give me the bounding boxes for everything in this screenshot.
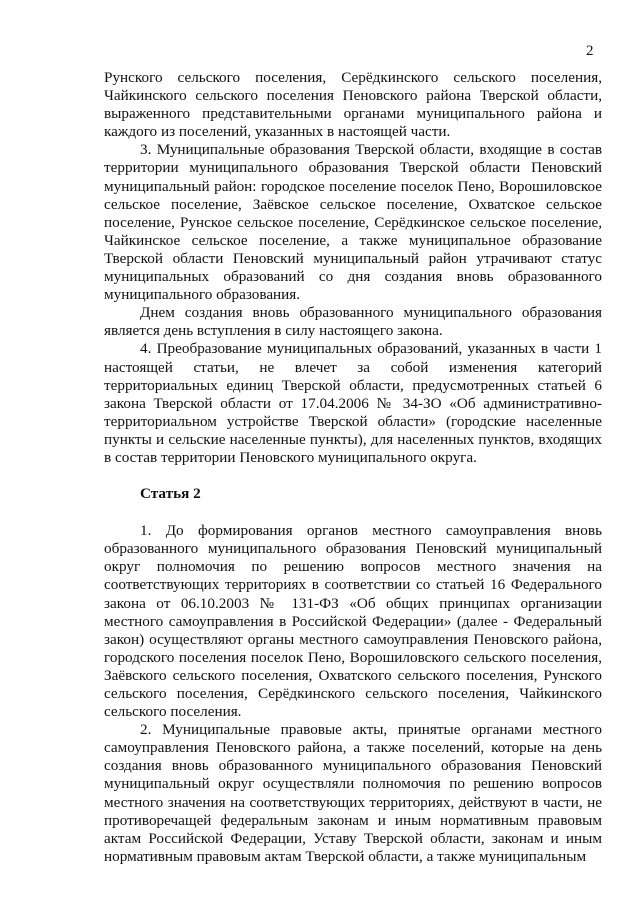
- document-body: [104, 69, 602, 866]
- paragraph-part-4: 4. Преобразование муниципальных образований, указанных в части 1 настоящей статьи, не влечет за собой изменения категорий территориальных единиц Тверской области, предусмотренных статьей 6 закона Тверской области от 17.04.2006 № 34-ЗО «Об административно-территориальном устройстве Тверской области» (городские населенные пункты и сельские населенные пункты), для населенных пунктов, входящих в состав территории Пеновского муниципального округа.: [104, 340, 602, 466]
- article-heading: Статья 2: [140, 485, 201, 503]
- paragraph-creation-day: Днем создания вновь образованного муниципального образования является день вступления в силу настоящего закона.: [104, 304, 602, 340]
- paragraph-part-3: 3. Муниципальные образования Тверской области, входящие в состав территории муниципального образования Тверской области Пеновский муниципальный район: городское поселение поселок Пено, Ворошиловское сельское поселение, Заёвское сельское поселение, Охватское сельское поселение, Рунское сельское поселение, Серёдкинское сельское поселение, Чайкинское сельское поселение, а также муниципальное образование Тверской области Пеновский муниципальный район утрачивают статус муниципальных образований со дня создания вновь образованного муниципального образования.: [104, 141, 602, 304]
- article-2-paragraph-1: 1. До формирования органов местного самоуправления вновь образованного муниципального образования Пеновский муниципальный округ полномочия по решению вопросов местного значения на соответствующих территориях в соответствии со статьей 16 Федерального закона от 06.10.2003 № 131-ФЗ «Об общих принципах организации местного самоуправления в Российской Федерации» (далее - Федеральный закон) осуществляют органы местного самоуправления Пеновского района, городского поселения поселок Пено, Ворошиловского сельского поселения, Заёвского сельского поселения, Охватского сельского поселения, Рунского сельского поселения, Серёдкинского сельского поселения, Чайкинского сельского поселения.: [104, 522, 602, 721]
- article-2-paragraph-2: 2. Муниципальные правовые акты, принятые органами местного самоуправления Пеновского района, а также поселений, которые на день создания вновь образованного муниципального образования Пеновский муниципальный округ осуществляли полномочия по решению вопросов местного значения на соответствующих территориях, действуют в части, не противоречащей федеральным законам и иным нормативным правовым актам Российской Федерации, Уставу Тверской области, законам и иным нормативным правовым актам Тверской области, а также муниципальным: [104, 721, 602, 865]
- paragraph-continuation: Рунского сельского поселения, Серёдкинского сельского поселения, Чайкинского сельского поселения Пеновского района Тверской области, выраженного представительными органами муниципального района и каждого из поселений, указанных в настоящей части.: [104, 69, 602, 141]
- page-number: 2: [586, 43, 594, 59]
